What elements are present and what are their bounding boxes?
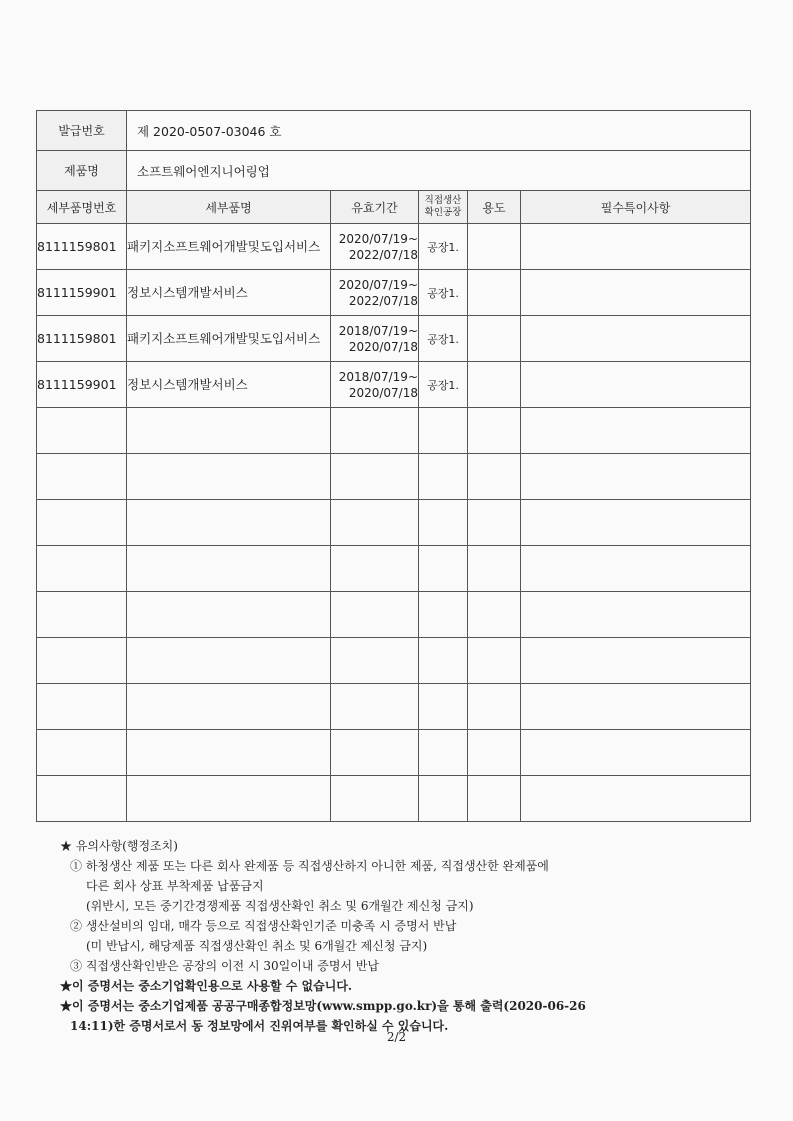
- col-header-remarks: 필수특이사항: [521, 191, 751, 224]
- col-header-period: 유효기간: [331, 191, 419, 224]
- col-header-factory: 직접생산 확인공장: [419, 191, 468, 224]
- note-star-1: ★이 증명서는 중소기업확인용으로 사용할 수 없습니다.: [60, 979, 353, 993]
- row-remarks: [521, 270, 751, 316]
- row-remarks: [521, 316, 751, 362]
- issue-number-row: [37, 111, 751, 151]
- note-item-1-cont: 다른 회사 상표 부착제품 납품금지: [86, 879, 264, 893]
- row-factory: 공장1.: [419, 362, 468, 408]
- note-star-2: ★이 증명서는 중소기업제품 공공구매종합정보망(www.smpp.go.kr)을 통해 출력(2020-06-26: [60, 999, 586, 1013]
- note-item-1: ① 하청생산 제품 또는 다른 회사 완제품 등 직접생산하지 아니한 제품, 직접생산한 완제품에: [70, 859, 549, 873]
- note-star-2-cont: 14:11)한 증명서로서 동 정보망에서 진위여부를 확인하실 수 있습니다.: [70, 1019, 449, 1033]
- table-row: [37, 316, 751, 362]
- table-row: [37, 224, 751, 270]
- issue-number-label: 발급번호: [37, 111, 127, 151]
- row-factory: 공장1.: [419, 270, 468, 316]
- note-item-2: ② 생산설비의 임대, 매각 등으로 직접생산확인기준 미충족 시 증명서 반납: [70, 919, 457, 933]
- row-factory: 공장1.: [419, 224, 468, 270]
- empty-row: [37, 684, 751, 730]
- row-factory: 공장1.: [419, 316, 468, 362]
- empty-row: [37, 638, 751, 684]
- column-header-row: [37, 191, 751, 224]
- row-period: 2018/07/19~ 2020/07/18: [331, 316, 419, 362]
- row-name: 정보시스템개발서비스: [127, 270, 331, 316]
- row-name: 정보시스템개발서비스: [127, 362, 331, 408]
- empty-row: [37, 546, 751, 592]
- note-item-2-penalty: (미 반납시, 해당제품 직접생산확인 취소 및 6개월간 제신청 금지): [86, 939, 428, 953]
- empty-row: [37, 730, 751, 776]
- notes-section: [60, 836, 760, 1036]
- row-period: 2018/07/19~ 2020/07/18: [331, 362, 419, 408]
- row-use: [468, 224, 521, 270]
- empty-row: [37, 408, 751, 454]
- product-name-label: 제품명: [37, 151, 127, 191]
- row-code: 8111159901: [37, 362, 127, 408]
- empty-row: [37, 592, 751, 638]
- row-code: 8111159801: [37, 224, 127, 270]
- row-use: [468, 316, 521, 362]
- empty-row: [37, 776, 751, 822]
- row-code: 8111159901: [37, 270, 127, 316]
- row-remarks: [521, 362, 751, 408]
- issue-number-value: 제 2020-0507-03046 호: [127, 111, 751, 151]
- row-use: [468, 270, 521, 316]
- col-header-code: 세부품명번호: [37, 191, 127, 224]
- note-item-3: ③ 직접생산확인받은 공장의 이전 시 30일이내 증명서 반납: [70, 959, 379, 973]
- row-code: 8111159801: [37, 316, 127, 362]
- empty-row: [37, 454, 751, 500]
- notes-heading: ★ 유의사항(행정조치): [60, 839, 178, 853]
- product-name-value: 소프트웨어엔지니어링업: [127, 151, 751, 191]
- row-remarks: [521, 224, 751, 270]
- col-header-name: 세부품명: [127, 191, 331, 224]
- row-period: 2020/07/19~ 2022/07/18: [331, 270, 419, 316]
- table-row: [37, 270, 751, 316]
- certificate-table: [36, 110, 751, 822]
- table-row: [37, 362, 751, 408]
- row-period: 2020/07/19~ 2022/07/18: [331, 224, 419, 270]
- row-name: 패키지소프트웨어개발및도입서비스: [127, 224, 331, 270]
- row-use: [468, 362, 521, 408]
- page-number: 2/2: [386, 1030, 407, 1044]
- row-name: 패키지소프트웨어개발및도입서비스: [127, 316, 331, 362]
- empty-row: [37, 500, 751, 546]
- product-name-row: [37, 151, 751, 191]
- note-item-1-penalty: (위반시, 모든 중기간경쟁제품 직접생산확인 취소 및 6개월간 제신청 금지): [86, 899, 474, 913]
- col-header-use: 용도: [468, 191, 521, 224]
